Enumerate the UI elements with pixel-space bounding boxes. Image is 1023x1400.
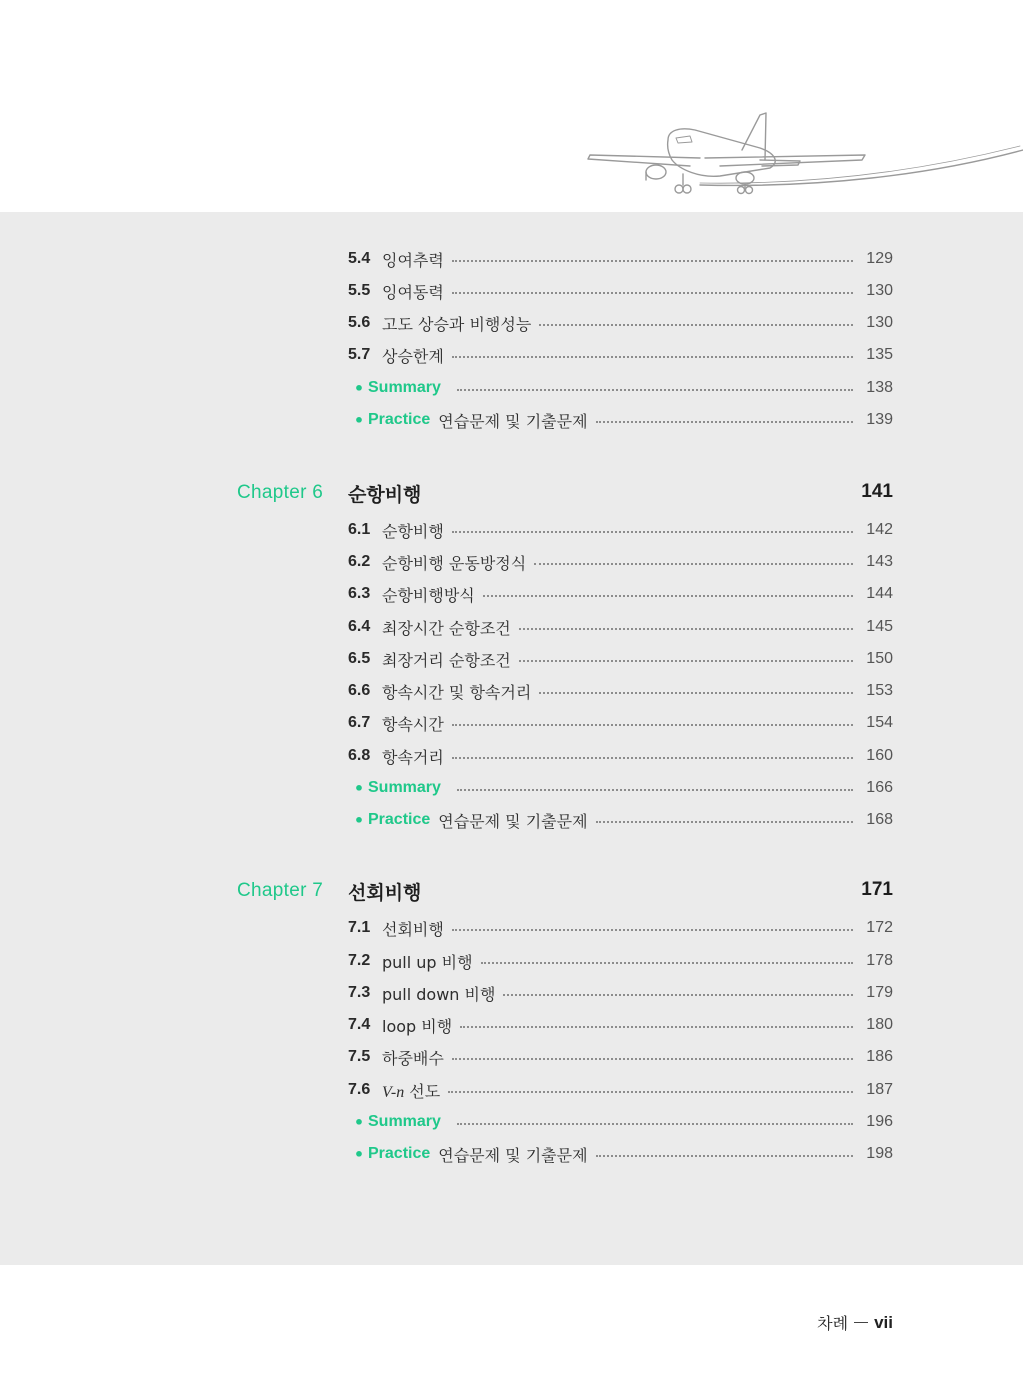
toc-entry-6-1[interactable]: [348, 518, 893, 542]
entry-title: 고도 상승과 비행성능: [382, 314, 532, 334]
toc-entry-6-8[interactable]: [348, 744, 893, 768]
dot-leader: [519, 660, 853, 662]
toc-entry-6-summary[interactable]: [348, 776, 893, 800]
entry-title: 순항비행 운동방정식: [382, 553, 527, 573]
entry-page: 196: [866, 1113, 893, 1130]
entry-page: 178: [866, 952, 893, 969]
entry-page: 130: [866, 282, 893, 299]
dot-leader: [452, 292, 853, 294]
entry-title: 연습문제 및 기출문제: [438, 1145, 588, 1165]
entry-number: 6.4: [348, 618, 371, 635]
toc-entry-7-practice[interactable]: [348, 1142, 893, 1166]
toc-entry-6-5[interactable]: [348, 647, 893, 671]
entry-title: 순항비행방식: [382, 585, 475, 605]
dot-leader: [452, 929, 853, 931]
toc-entry-7-6[interactable]: [348, 1078, 893, 1102]
dot-leader: [596, 421, 853, 423]
entry-title: 연습문제 및 기출문제: [438, 411, 588, 431]
chapter7-block: [0, 876, 1023, 910]
entry-page: 186: [866, 1048, 893, 1065]
entry-title: 최장거리 순항조건: [382, 650, 511, 670]
entry-number: 6.1: [348, 521, 371, 538]
toc-entry-5-summary[interactable]: [348, 376, 893, 400]
dot-leader: [596, 1155, 853, 1157]
dot-leader: [452, 724, 853, 726]
entry-title: 순항비행: [382, 521, 444, 541]
entry-page: 153: [866, 682, 893, 699]
entry-title: [382, 1079, 440, 1102]
dot-leader: [452, 531, 853, 533]
bullet-icon: •: [353, 410, 365, 430]
entry-title: 항속시간: [382, 714, 444, 734]
entry-page: 138: [866, 379, 893, 396]
dot-leader: [452, 260, 853, 262]
entry-number: 6.7: [348, 714, 371, 731]
entry-number: 5.7: [348, 346, 371, 363]
chapter-label: Chapter 6: [237, 482, 324, 503]
footer-dash: [854, 1322, 868, 1323]
bullet-icon: •: [353, 1112, 365, 1132]
entry-tag: Practice: [368, 411, 431, 428]
toc-panel: [0, 212, 1023, 1265]
entry-title: 상승한계: [382, 346, 444, 366]
dot-leader: [457, 389, 853, 391]
toc-entry-7-2[interactable]: [348, 949, 893, 973]
entry-title: pull down 비행: [382, 984, 496, 1004]
footer-page-number: vii: [874, 1312, 893, 1332]
footer-section-label: 차례: [817, 1314, 849, 1333]
entry-page: 145: [866, 618, 893, 635]
airplane-illustration: [0, 0, 1023, 212]
toc-entry-6-6[interactable]: [348, 679, 893, 703]
toc-entry-6-4[interactable]: [348, 615, 893, 639]
entry-title: 선회비행: [382, 919, 444, 939]
dot-leader: [519, 628, 853, 630]
toc-entry-7-5[interactable]: [348, 1045, 893, 1069]
entry-title: 항속시간 및 항속거리: [382, 682, 532, 702]
dot-leader: [534, 563, 853, 565]
dot-leader: [539, 324, 853, 326]
chapter-title: 선회비행: [348, 882, 422, 904]
chapter-page: 171: [861, 879, 893, 900]
dot-leader: [503, 994, 853, 996]
dot-leader: [457, 1123, 853, 1125]
entry-page: 150: [866, 650, 893, 667]
entry-title: loop 비행: [382, 1016, 453, 1036]
toc-entry-5-practice[interactable]: [348, 408, 893, 432]
entry-number: 6.6: [348, 682, 371, 699]
toc-entry-7-3[interactable]: [348, 981, 893, 1005]
entry-tag: Summary: [368, 1113, 441, 1130]
entry-page: 180: [866, 1016, 893, 1033]
entry-page: 129: [866, 250, 893, 267]
entry-tag: Practice: [368, 811, 431, 828]
toc-entry-6-3[interactable]: [348, 582, 893, 606]
entry-title: 하중배수: [382, 1048, 444, 1068]
entry-number: 7.1: [348, 919, 371, 936]
dot-leader: [452, 1058, 853, 1060]
bullet-icon: •: [353, 810, 365, 830]
toc-entry-7-1[interactable]: [348, 916, 893, 940]
toc-entry-7-summary[interactable]: [348, 1110, 893, 1134]
entry-tag: Summary: [368, 379, 441, 396]
toc-entry-6-7[interactable]: [348, 711, 893, 735]
entry-number: 5.5: [348, 282, 371, 299]
entry-page: 168: [866, 811, 893, 828]
dot-leader: [481, 962, 853, 964]
entry-title: 잉여동력: [382, 282, 444, 302]
dot-leader: [483, 595, 853, 597]
entry-tag: Summary: [368, 779, 441, 796]
entry-page: 187: [866, 1081, 893, 1098]
entry-number: 5.6: [348, 314, 371, 331]
entry-page: 139: [866, 411, 893, 428]
dot-leader: [448, 1091, 853, 1093]
dot-leader: [452, 356, 853, 358]
entry-title: 연습문제 및 기출문제: [438, 811, 588, 831]
entry-page: 198: [866, 1145, 893, 1162]
entry-page: 130: [866, 314, 893, 331]
entry-page: 166: [866, 779, 893, 796]
entry-number: 7.2: [348, 952, 371, 969]
entry-page: 160: [866, 747, 893, 764]
entry-tag: Practice: [368, 1145, 431, 1162]
entry-number: 5.4: [348, 250, 371, 267]
entry-title: pull up 비행: [382, 952, 473, 972]
chapter6-block: [0, 478, 1023, 512]
entry-number: 7.3: [348, 984, 371, 1001]
entry-number: 6.3: [348, 585, 371, 602]
toc-entry-5-6[interactable]: [348, 311, 893, 335]
entry-page: 143: [866, 553, 893, 570]
chapter-title: 순항비행: [348, 484, 422, 506]
entry-number: 7.5: [348, 1048, 371, 1065]
entry-page: 142: [866, 521, 893, 538]
page-footer: [817, 1311, 893, 1334]
entry-page: 135: [866, 346, 893, 363]
entry-number: 6.5: [348, 650, 371, 667]
entry-title: 최장시간 순항조건: [382, 618, 511, 638]
entry-page: 172: [866, 919, 893, 936]
entry-title-italic: V-n: [382, 1083, 405, 1101]
dot-leader: [457, 789, 853, 791]
toc-entry-5-5[interactable]: [348, 279, 893, 303]
bullet-icon: •: [353, 778, 365, 798]
entry-number: 7.4: [348, 1016, 371, 1033]
chapter-label: Chapter 7: [237, 880, 324, 901]
toc-entry-7-4[interactable]: [348, 1013, 893, 1037]
chapter-heading[interactable]: [0, 876, 1023, 910]
toc-entry-6-2[interactable]: [348, 550, 893, 574]
dot-leader: [596, 821, 853, 823]
entry-number: 7.6: [348, 1081, 371, 1098]
toc-entry-5-7[interactable]: [348, 343, 893, 367]
entry-title: 항속거리: [382, 747, 444, 767]
entry-number: 6.8: [348, 747, 371, 764]
chapter-heading[interactable]: [0, 478, 1023, 512]
chapter-page: 141: [861, 481, 893, 502]
entry-page: 179: [866, 984, 893, 1001]
bullet-icon: •: [353, 1144, 365, 1164]
dot-leader: [460, 1026, 853, 1028]
dot-leader: [539, 692, 853, 694]
entry-page: 154: [866, 714, 893, 731]
toc-entry-5-4[interactable]: [348, 247, 893, 271]
entry-title: 잉여추력: [382, 250, 444, 270]
dot-leader: [452, 757, 853, 759]
bullet-icon: •: [353, 378, 365, 398]
entry-number: 6.2: [348, 553, 371, 570]
entry-title-rest: 선도: [404, 1081, 441, 1101]
entry-page: 144: [866, 585, 893, 602]
toc-entry-6-practice[interactable]: [348, 808, 893, 832]
